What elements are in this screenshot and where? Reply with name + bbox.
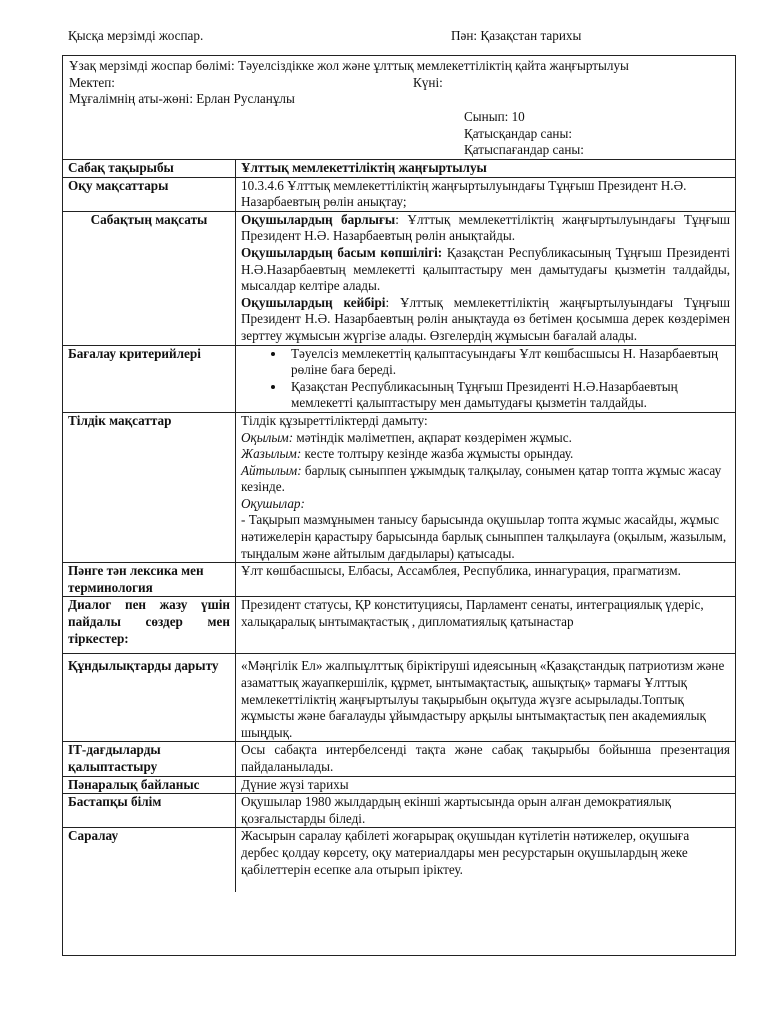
row-label: Сабақ тақырыбы xyxy=(63,160,236,178)
goal-most: Оқушылардың басым көпшілігі: Қазақстан Республикасының Тұңғыш Президенті Н.Ә.Назарбаевтың мемлекетті қалыптастыру мен дамытудағы қызметін талдайды, мысалдар келтіре алады. xyxy=(241,244,730,294)
long-term-section: Ұзақ мерзімді жоспар бөлімі: Тәуелсіздікке жол және ұлттық мемлекеттіліктің қайта жаңғыртылуы xyxy=(69,58,629,73)
row-label: Бағалау критерийлері xyxy=(63,345,236,412)
language-reading: Оқылым: мәтіндік мәліметпен, ақпарат көздерімен жұмыс. xyxy=(241,429,572,445)
plan-info-block xyxy=(63,56,735,159)
topic-value: Ұлттық мемлекеттіліктің жаңғыртылуы xyxy=(236,160,736,178)
prior-knowledge-value: Оқушылар 1980 жылдардың екінші жартысында орын алған демократиялық қозғалыстарды біледі. xyxy=(236,794,736,828)
row-values xyxy=(63,654,735,742)
differentiation-value: Жасырын саралау қабілеті жоғарырақ оқушыдан күтілетін нәтижелер, оқушыға дербес қолдау көрсету, оқу материалдары мен ресурстарын оқушылардың жеке қабілеттерін есепке ала отырып іріктеу. xyxy=(236,828,736,893)
row-label: Диалог пен жазу үшін пайдалы сөздер мен тіркестер: xyxy=(63,597,236,654)
row-label: Сабақтың мақсаты xyxy=(63,211,236,345)
row-it-skills xyxy=(63,742,735,776)
objectives-value: 10.3.4.6 Ұлттық мемлекеттіліктің жаңғыртылуындағы Тұңғыш Президент Н.Ә. Назарбаевтың рөлін анықтау; xyxy=(236,177,736,211)
lesson-goals-value xyxy=(236,211,736,345)
goal-all: Оқушылардың барлығы: Ұлттық мемлекеттіліктің жаңғыртылуындағы Тұңғыш Президент Н.Ә. Назарбаевтың рөлін анықтайды. xyxy=(241,211,730,244)
row-label: Тілдік мақсаттар xyxy=(63,412,236,562)
subject-label: Пән: Қазақстан тарихы xyxy=(451,28,582,43)
row-label: Құндылықтарды дарыту xyxy=(63,654,236,742)
criteria-list xyxy=(241,346,730,412)
class-info xyxy=(464,109,584,159)
row-label: Бастапқы білім xyxy=(63,794,236,828)
language-writing: Жазылым: кесте толтыру кезінде жазба жұмысты орындау. xyxy=(241,446,574,462)
row-criteria xyxy=(63,345,735,412)
school-label: Мектеп: xyxy=(69,74,115,90)
row-lesson-goals xyxy=(63,211,735,345)
goal-some: Оқушылардың кейбірі: Ұлттық мемлекеттіліктің жаңғыртылуындағы Тұңғыш Президент Н.Ә. Назарбаевтың рөлін анықтауда өз бетімен қосымша дерек көздерімен зерттеу жұмысын жүргізе алады. Өзгелердің жұмысын бағалай алады. xyxy=(241,294,731,343)
interdisciplinary-value: Дүние жүзі тарихы xyxy=(236,776,736,794)
row-label: ІТ-дағдыларды қалыптастыру xyxy=(63,742,236,776)
row-phrases xyxy=(63,597,735,654)
row-interdisciplinary xyxy=(63,776,735,794)
language-students-label: Оқушылар: xyxy=(241,495,305,511)
absent-count-label: Қатыспағандар саны: xyxy=(464,142,584,158)
plan-title: Қысқа мерзімді жоспар. xyxy=(68,28,204,43)
row-label: Пәнге тән лексика мен терминология xyxy=(63,563,236,597)
criteria-value xyxy=(236,345,736,412)
row-lexicon xyxy=(63,563,735,597)
lexicon-value: Ұлт көшбасшысы, Елбасы, Ассамблея, Республика, иннагурация, прагматизм. xyxy=(236,563,736,597)
criteria-item: • Қазақстан Республикасының Тұңғыш Президенті Н.Ә.Назарбаевтың мемлекетті қалыптастыру мен дамытудағы қызметін талдайды. xyxy=(286,379,730,412)
row-language xyxy=(63,412,735,562)
grade-label: Сынып: 10 xyxy=(464,109,525,124)
phrases-value: Президент статусы, ҚР конституциясы, Парламент сенаты, интеграциялық үдеріс, халықаралық ынтымақтастық , дипломатиялық қатынастар xyxy=(236,597,736,654)
lesson-plan-frame xyxy=(62,55,736,956)
row-topic xyxy=(63,160,735,178)
teacher-name: Мұғалімнің аты-жөні: Ерлан Русланұлы xyxy=(69,91,295,107)
language-value xyxy=(236,412,736,562)
date-label: Күні: xyxy=(413,74,443,90)
lesson-plan-table xyxy=(63,159,735,892)
language-intro: Тілдік құзыреттіліктерді дамыту: xyxy=(241,412,428,428)
it-skills-value: Осы сабақта интербелсенді тақта және сабақ тақырыбы бойынша презентация пайдаланылады. xyxy=(236,742,736,776)
criteria-item: • Тәуелсіз мемлекеттің қалыптасуындағы Ұлт көшбасшысы Н. Назарбаевтың рөліне баға береді. xyxy=(286,346,730,379)
language-speaking: Айтылым: барлық сыныппен ұжымдық талқылау, сонымен қатар топта жұмыс жасау кезінде. xyxy=(241,462,722,495)
row-differentiation xyxy=(63,828,735,893)
values-value: «Мәңгілік Ел» жалпыұлттық біріктіруші идеясының «Қазақстандық патриотизм және азаматтық жауапкершілік, құрмет, ынтымақтастық, ашықтық» тармағы Ұлттық мемлекеттіліктің жаңғыртылуы тақырыбын оқытуда жүзге асырылады.Топтық жұмысты және бағалауды ұйымдастыру арқылы ынтымақтастық пен академиялық шыңдық. xyxy=(236,654,736,742)
present-count-label: Қатысқандар саны: xyxy=(464,125,573,141)
language-students-text: - Тақырып мазмұнымен танысу барысында оқушылар топта жұмыс жасайды, жұмыс нәтижелерін қарастыру барысында барлық сыныппен талқылауға (оқылым, жазылым, тыңдалым және айтылым дағдылары) қатысады. xyxy=(241,512,727,561)
row-label: Саралау xyxy=(63,828,236,893)
row-label: Оқу мақсаттары xyxy=(63,177,236,211)
row-objectives xyxy=(63,177,735,211)
row-prior-knowledge xyxy=(63,794,735,828)
row-label: Пәнаралық байланыс xyxy=(63,776,236,794)
